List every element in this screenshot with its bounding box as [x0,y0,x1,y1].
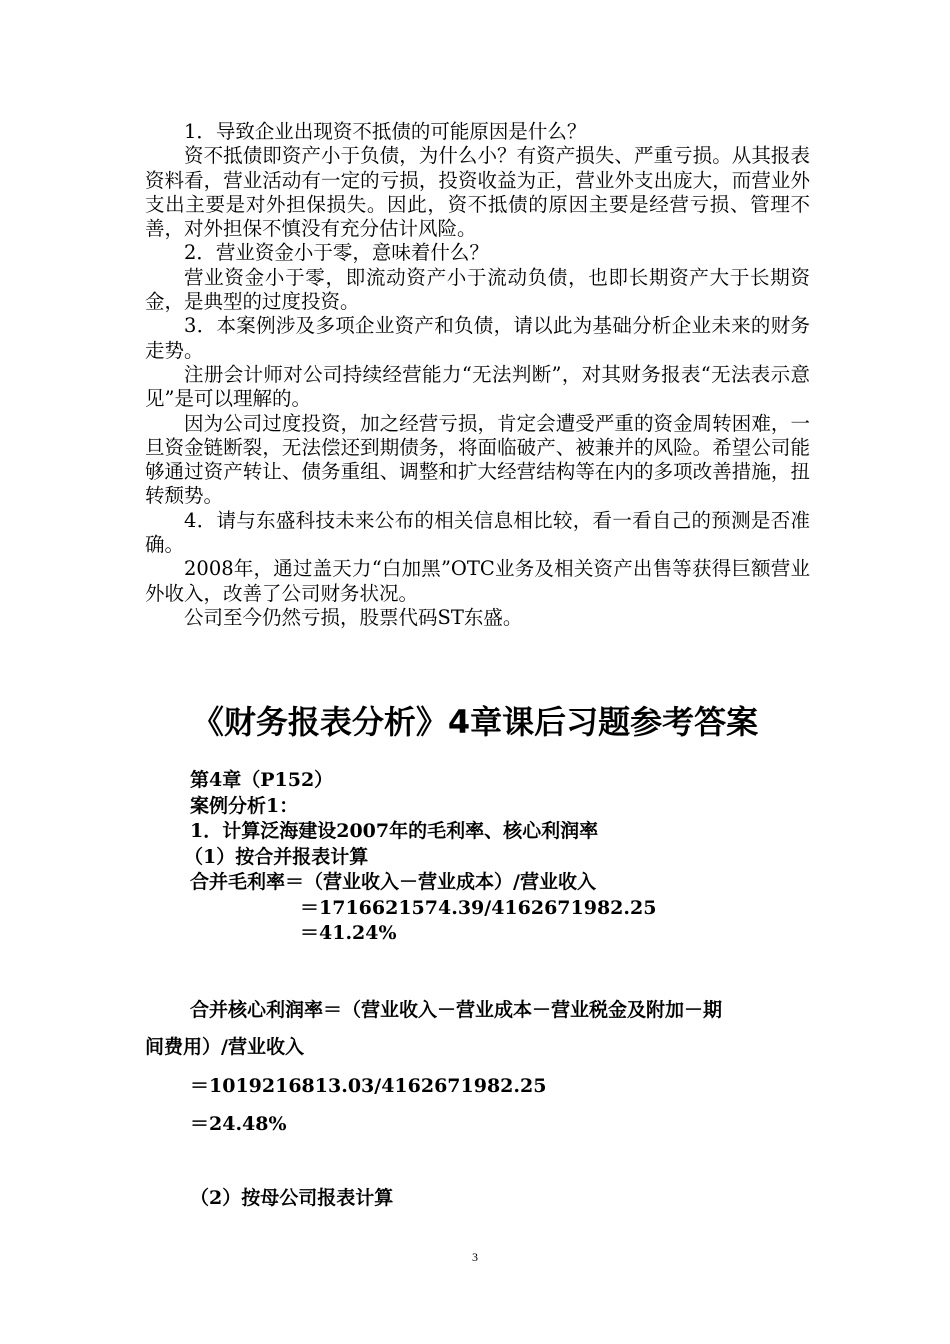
paragraph: 2008年，通过盖天力“白加黑”OTC业务及相关资产出售等获得巨额营业外收入，改善了公司财务状况。 [145,557,810,605]
subsection-heading-parent: （2）按母公司报表计算 [190,1187,394,1209]
question-heading: 1．计算泛海建设2007年的毛利率、核心利润率 [190,820,599,842]
paragraph: 1．导致企业出现资不抵债的可能原因是什么？ [184,120,587,143]
paragraph: 因为公司过度投资，加之经营亏损，肯定会遭受严重的资金周转困难，一旦资金链断裂，无法偿还到期债务，将面临破产、被兼并的风险。希望公司能够通过资产转让、债务重组、调整和扩大经营结构等在内的多项改善措施，扭转颓势。 [145,411,810,508]
paragraph: 营业资金小于零，即流动资产小于流动负债，也即长期资产大于长期资金，是典型的过度投资。 [145,265,810,314]
paragraph: 3．本案例涉及多项企业资产和负债，请以此为基础分析企业未来的财务走势。 [145,314,810,362]
section-title: 《财务报表分析》4章课后习题参考答案 [191,703,759,741]
paragraph: 资不抵债即资产小于负债，为什么小？有资产损失、严重亏损。从其报表资料看，营业活动有一定的亏损，投资收益为正，营业外支出庞大，而营业外支出主要是对外担保损失。因此，资不抵债的原因主要是经营亏损、管理不善，对外担保不慎没有充分估计风险。 [145,144,810,241]
case-heading: 案例分析1： [190,794,299,817]
gross-margin-calculation: ＝1716621574.39/4162671982.25 [300,896,657,919]
core-profit-formula-line1: 合并核心利润率＝（营业收入－营业成本－营业税金及附加－期 [190,999,723,1021]
paragraph: 2．营业资金小于零，意味着什么？ [184,241,489,265]
answer-block [184,768,657,947]
core-profit-calculation: ＝1019216813.03/4162671982.25 [190,1075,547,1097]
gross-margin-formula: 合并毛利率＝（营业收入－营业成本）/营业收入 [190,871,596,893]
gross-margin-result: ＝41.24% [300,922,397,944]
core-profit-result: ＝24.48% [190,1113,287,1135]
paragraph: 4．请与东盛科技未来公布的相关信息相比较，看一看自己的预测是否准确。 [145,508,810,557]
core-profit-formula-line2: 间费用）/营业收入 [145,1036,304,1058]
page-number: 3 [472,1250,478,1264]
subsection-heading: （1）按合并报表计算 [184,845,369,868]
body-text [145,120,810,630]
chapter-heading: 第4章（P152） [190,769,334,791]
paragraph: 注册会计师对公司持续经营能力“无法判断”，对其财务报表“无法表示意见”是可以理解的。 [145,362,810,411]
paragraph: 公司至今仍然亏损，股票代码ST东盛。 [184,605,523,629]
